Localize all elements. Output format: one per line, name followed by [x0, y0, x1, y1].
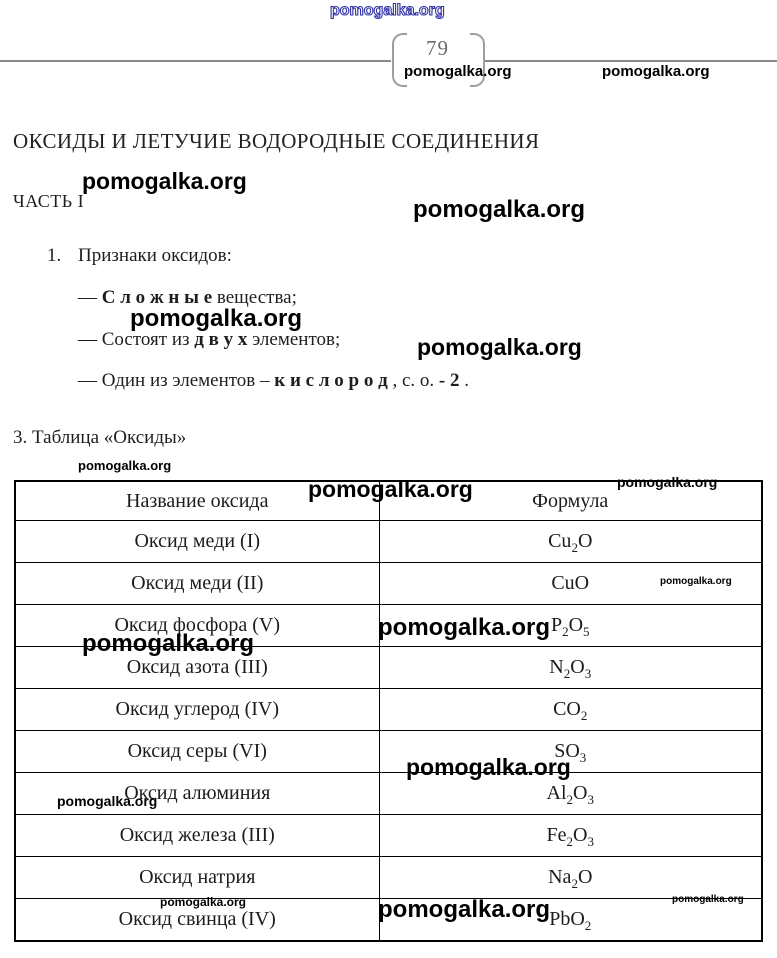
- bullet-two-elements: [78, 329, 340, 351]
- oxide-name-cell: Оксид серы (VI): [15, 731, 379, 773]
- formula-cell: $Na_2O$: [379, 857, 762, 899]
- watermark: pomogalka.org: [413, 196, 586, 223]
- watermark: pomogalka.org: [57, 793, 158, 809]
- watermark: pomogalka.org: [130, 305, 303, 332]
- watermark: pomogalka.org: [672, 894, 744, 905]
- watermark: pomogalka.org: [378, 896, 551, 923]
- bullet-text: элементов;: [247, 329, 341, 350]
- bullet-bold-text: д в у х: [194, 329, 248, 350]
- table-row: [15, 689, 762, 731]
- formula-cell: PbO$_2$: [379, 899, 762, 942]
- column-header-formula: Формула: [379, 481, 762, 521]
- oxide-name-cell: Оксид алюминия: [15, 773, 379, 815]
- bullet-bold-text: С л о ж н ы е: [101, 287, 213, 308]
- watermark: pomogalka.org: [404, 63, 512, 80]
- bullet-dash: —: [78, 287, 102, 308]
- oxide-name-cell: Оксид углерод (IV): [15, 689, 379, 731]
- section-heading-table: 3. Таблица «Оксиды»: [13, 427, 187, 448]
- part-heading: ЧАСТЬ I: [13, 191, 85, 211]
- formula-cell: $N_2O_3$: [379, 647, 762, 689]
- table-row: [15, 731, 762, 773]
- table-row: [15, 857, 762, 899]
- list-item-text: Признаки оксидов:: [78, 245, 232, 266]
- watermark: pomogalka.org: [82, 630, 255, 657]
- table-row: [15, 521, 762, 563]
- watermark: pomogalka.org: [78, 458, 172, 473]
- formula-cell: CuO: [379, 563, 762, 605]
- watermark: pomogalka.org: [417, 334, 582, 360]
- table-row: [15, 815, 762, 857]
- list-item-number: 1.: [47, 245, 62, 266]
- list-item-1: [47, 245, 232, 267]
- watermark: pomogalka.org: [160, 895, 247, 909]
- oxide-name-cell: Оксид свинца (IV): [15, 899, 379, 942]
- oxide-name-cell: Оксид азота (III): [15, 647, 379, 689]
- oxide-name-cell: Оксид меди (II): [15, 563, 379, 605]
- formula-cell: $Al_2O_3$: [379, 773, 762, 815]
- formula-cell: $Fe_2O_3$: [379, 815, 762, 857]
- header-rule-left: [0, 60, 391, 62]
- watermark: pomogalka.org: [308, 476, 473, 502]
- header-rule-right: [484, 60, 777, 62]
- page-number: 79: [426, 36, 449, 60]
- formula-cell: $CO_2$: [379, 689, 762, 731]
- watermark: pomogalka.org: [378, 614, 551, 641]
- oxides-table: [14, 480, 763, 942]
- bullet-dash: — Состоят из: [78, 329, 195, 350]
- bullet-text: вещества;: [212, 287, 297, 308]
- column-header-oxide-name: Название оксида: [15, 481, 379, 521]
- bullet-text: , с. о.: [387, 370, 439, 391]
- oxide-name-cell: Оксид натрия: [15, 857, 379, 899]
- table-row: [15, 563, 762, 605]
- oxide-name-cell: Оксид меди (I): [15, 521, 379, 563]
- bullet-text: .: [459, 370, 469, 391]
- watermark: pomogalka.org: [602, 63, 710, 80]
- formula-cell: $Cu_2O$: [379, 521, 762, 563]
- bullet-dash: — Один из элементов –: [78, 370, 275, 391]
- oxide-name-cell: Оксид железа (III): [15, 815, 379, 857]
- page-title: ОКСИДЫ И ЛЕТУЧИЕ ВОДОРОДНЫЕ СОЕДИНЕНИЯ: [13, 129, 540, 153]
- watermark: pomogalka.org: [330, 2, 445, 19]
- bullet-oxygen: [78, 370, 469, 392]
- watermark: pomogalka.org: [660, 576, 732, 587]
- watermark: pomogalka.org: [406, 754, 571, 780]
- oxide-name-cell: Оксид фосфора (V): [15, 605, 379, 647]
- watermark: pomogalka.org: [617, 474, 718, 490]
- bullet-bold-value: - 2: [438, 370, 460, 391]
- formula-cell: $P_2O_5$: [379, 605, 762, 647]
- watermark: pomogalka.org: [82, 168, 247, 194]
- formula-cell: $SO_3$: [379, 731, 762, 773]
- bullet-bold-text: к и с л о р о д: [274, 370, 388, 391]
